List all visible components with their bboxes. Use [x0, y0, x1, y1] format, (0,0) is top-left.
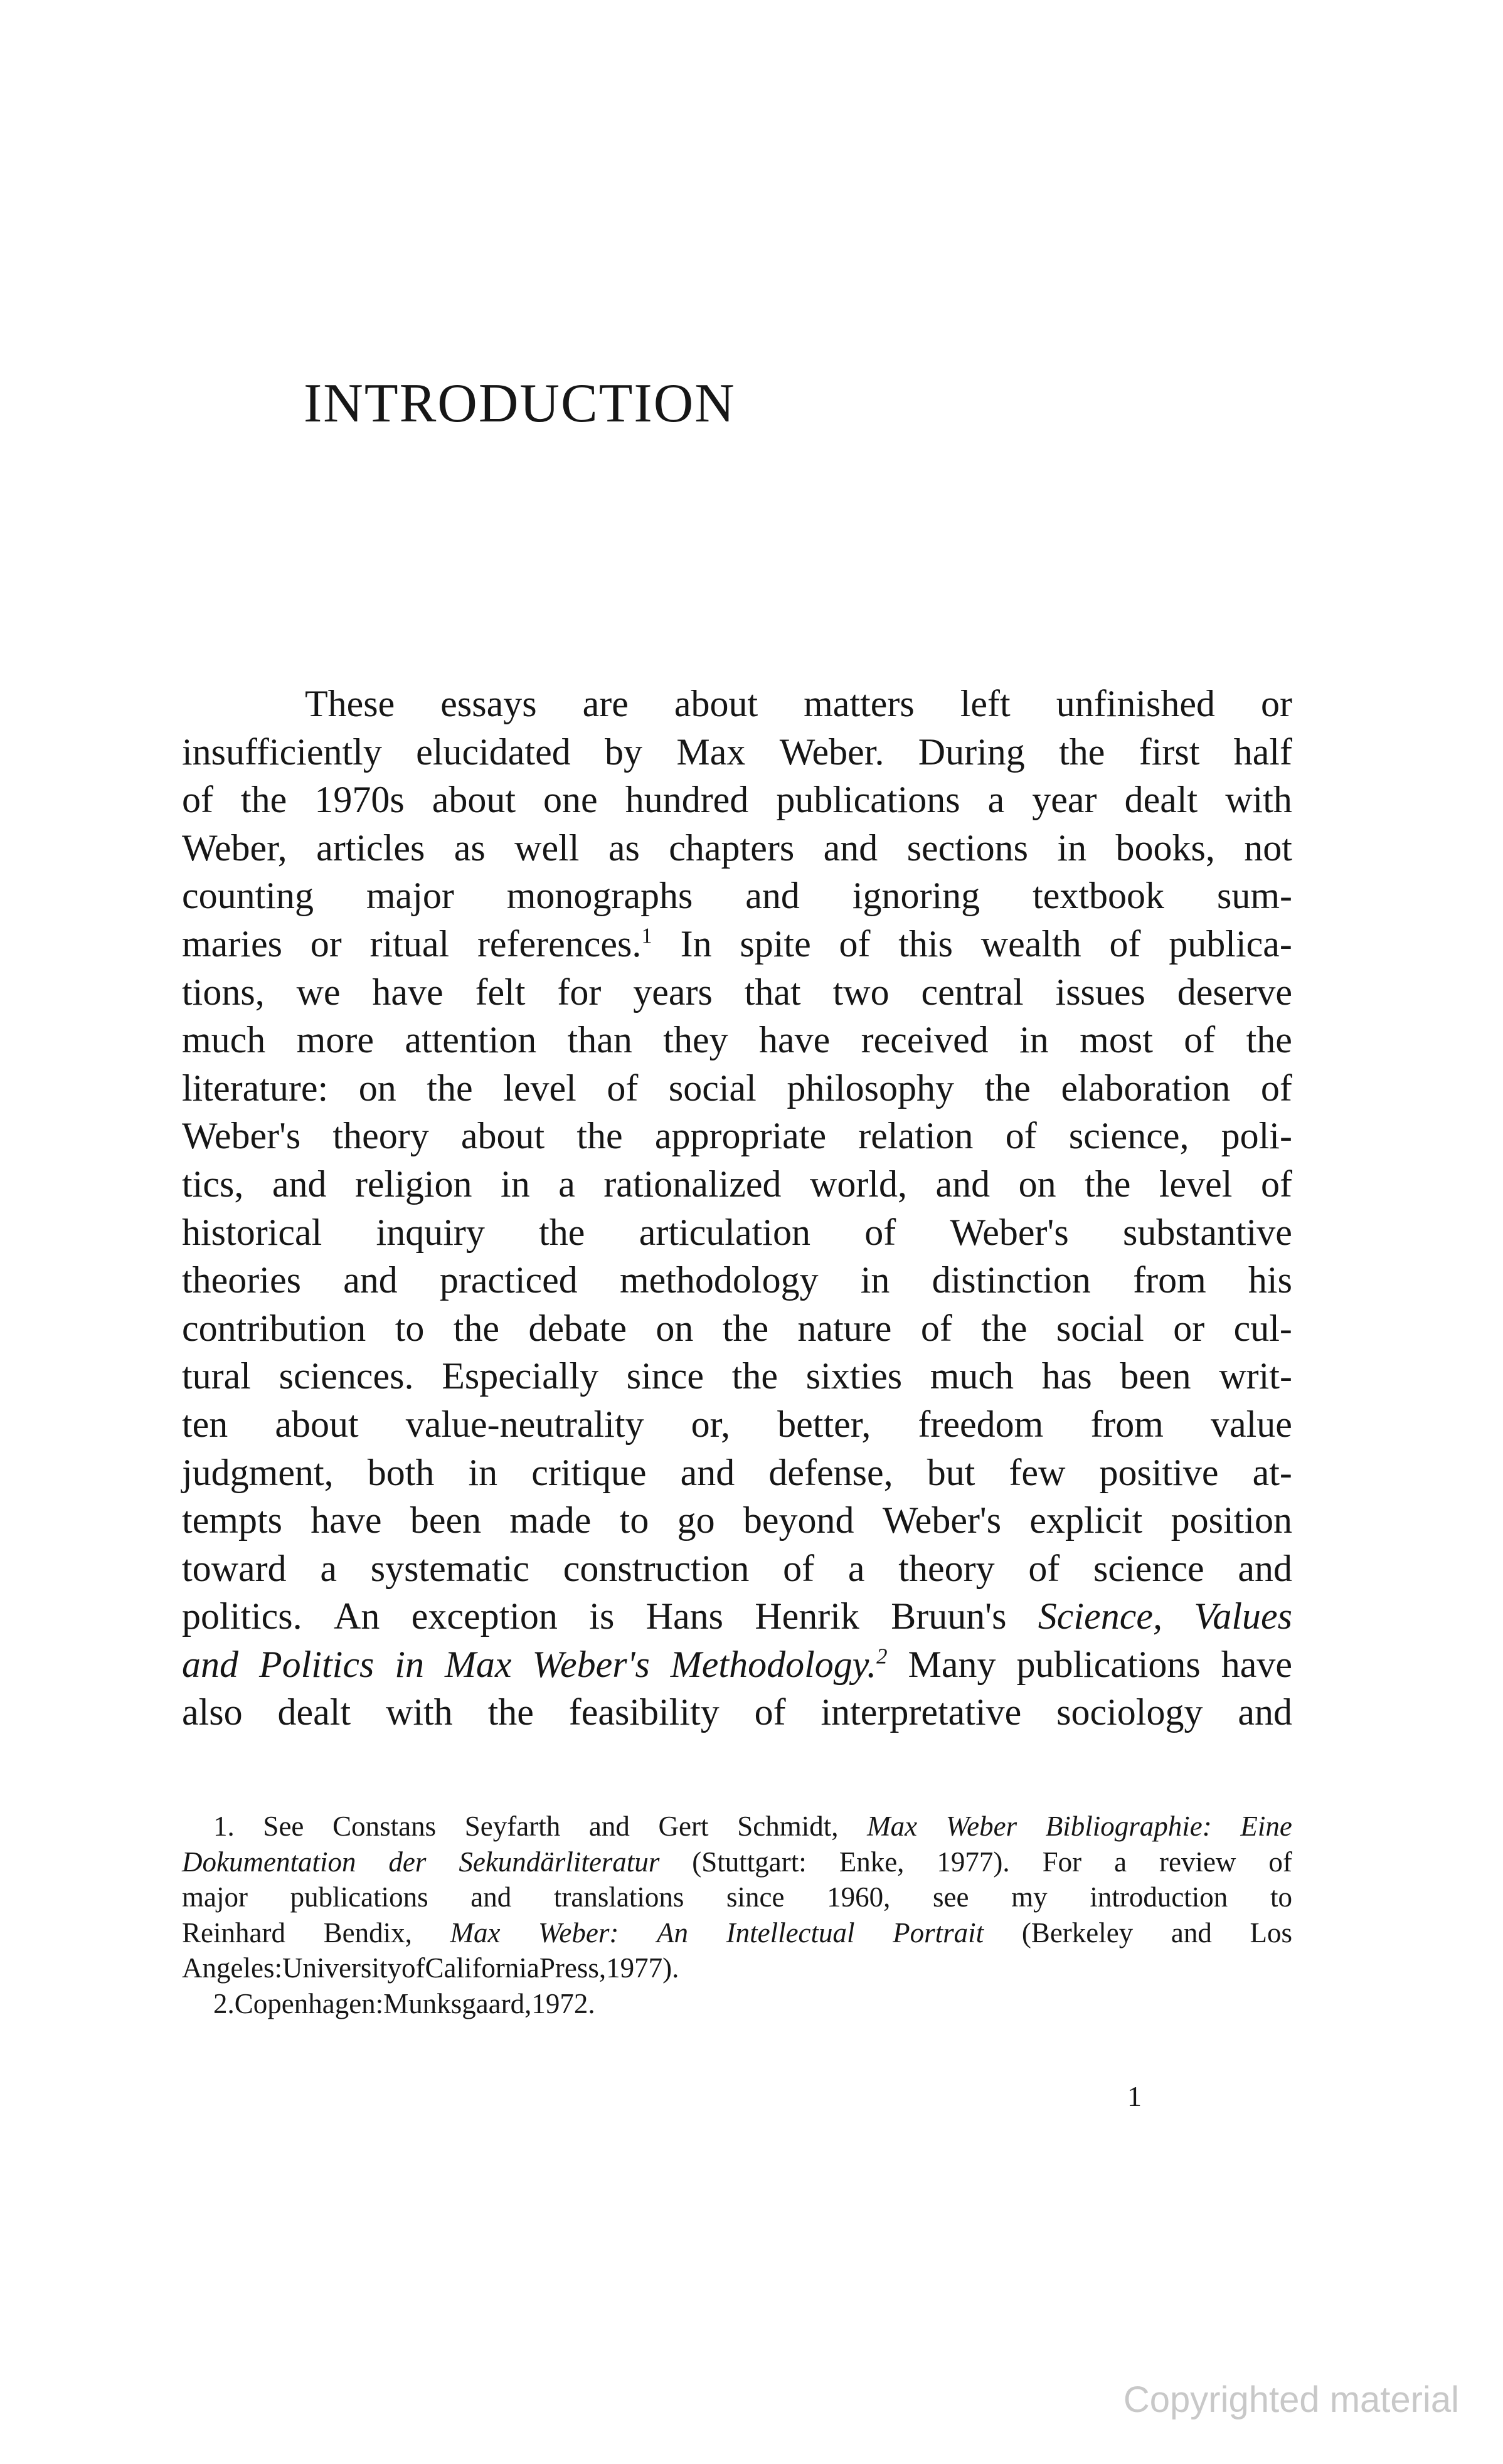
word: and	[823, 827, 878, 869]
text-line	[182, 1352, 1292, 1400]
word: well	[514, 827, 580, 869]
word: tural	[182, 1355, 251, 1397]
word: review	[1159, 1846, 1236, 1878]
word: maries	[182, 923, 282, 965]
word: and	[343, 1259, 398, 1301]
word: Weber's	[882, 1499, 1002, 1541]
footnote-ref: 1	[641, 923, 652, 948]
word: publications	[290, 1881, 428, 1913]
word: from	[1090, 1403, 1164, 1445]
word: poli-	[1221, 1115, 1292, 1157]
word: sciences.	[279, 1355, 414, 1397]
italic-word: Eine	[1240, 1811, 1292, 1842]
word: with	[386, 1691, 453, 1733]
word: tempts	[182, 1499, 282, 1541]
word: of	[182, 779, 213, 821]
word: also	[182, 1691, 243, 1733]
word: attention	[405, 1019, 537, 1061]
word: of	[920, 1307, 952, 1349]
word: issues	[1055, 971, 1145, 1013]
word: These	[305, 683, 395, 724]
word: In	[680, 923, 712, 965]
italic-word: in	[395, 1643, 424, 1685]
word: critique	[531, 1451, 647, 1493]
word: 2.	[213, 1987, 235, 2019]
word: Angeles:	[182, 1952, 282, 1984]
word: of	[839, 923, 871, 965]
word: elaboration	[1061, 1067, 1231, 1109]
word: references.$^1$	[477, 923, 652, 965]
word: are	[582, 683, 629, 724]
word: of	[1268, 1846, 1292, 1878]
word: the	[981, 1307, 1028, 1349]
word: made	[509, 1499, 592, 1541]
word: contribution	[182, 1307, 366, 1349]
word: sociology	[1056, 1691, 1203, 1733]
text-line	[182, 1496, 1292, 1545]
word: in	[501, 1163, 530, 1205]
text-line	[182, 1304, 1292, 1353]
word: feasibility	[568, 1691, 720, 1733]
word: to	[1270, 1881, 1292, 1913]
word: from	[1133, 1259, 1206, 1301]
word: Enke,	[839, 1846, 905, 1878]
word: explicit	[1029, 1499, 1143, 1541]
word: on	[656, 1307, 694, 1349]
word: go	[677, 1499, 715, 1541]
word: and	[1238, 1691, 1292, 1733]
word: judgment,	[182, 1451, 334, 1493]
word: with	[1225, 779, 1292, 821]
text-line	[182, 1449, 1292, 1497]
word: articles	[316, 827, 425, 869]
word: 1960,	[827, 1881, 891, 1913]
word: the	[427, 1067, 473, 1109]
word: better,	[777, 1403, 871, 1445]
word: have	[758, 1019, 831, 1061]
italic-word: Science,	[1038, 1595, 1162, 1637]
word: felt	[475, 971, 526, 1013]
word: Reinhard	[182, 1917, 285, 1948]
word: the	[1246, 1019, 1292, 1061]
italic-word: An	[656, 1917, 688, 1948]
word: publica-	[1169, 923, 1292, 965]
word: ten	[182, 1403, 228, 1445]
word: at-	[1252, 1451, 1292, 1493]
word: left	[960, 683, 1011, 724]
word: major	[182, 1881, 248, 1913]
word: level	[1159, 1163, 1233, 1205]
text-line	[182, 1545, 1292, 1593]
word: publications	[1016, 1643, 1201, 1685]
word: Weber.	[779, 731, 884, 773]
word: exception	[411, 1595, 558, 1637]
word: or	[1261, 683, 1292, 724]
italic-word: Politics	[258, 1643, 374, 1685]
word: 1977).	[606, 1952, 679, 1984]
word: See	[263, 1811, 304, 1842]
word: For	[1042, 1846, 1082, 1878]
word: nature	[797, 1307, 892, 1349]
italic-word: Max	[450, 1917, 501, 1948]
word: in	[468, 1451, 498, 1493]
word: Weber's	[182, 1115, 301, 1157]
word: the	[722, 1307, 769, 1349]
word: value	[1211, 1403, 1292, 1445]
word: writ-	[1219, 1355, 1292, 1397]
word: see	[933, 1881, 969, 1913]
word: his	[1248, 1259, 1292, 1301]
footnotes	[182, 1809, 1292, 2021]
word: historical	[182, 1211, 322, 1253]
word: of	[864, 1211, 896, 1253]
word: as	[608, 827, 640, 869]
word: Especially	[442, 1355, 599, 1397]
word: and	[745, 875, 800, 917]
word: in	[1057, 827, 1087, 869]
text-line	[182, 1112, 1292, 1160]
page-title: INTRODUCTION	[304, 373, 736, 434]
word: theory	[332, 1115, 429, 1157]
footnote-line	[182, 1986, 1292, 2022]
word: tions,	[182, 971, 265, 1013]
word: the	[984, 1067, 1031, 1109]
word: about	[275, 1403, 359, 1445]
word: and	[1171, 1917, 1212, 1948]
word: California	[425, 1952, 539, 1984]
word: central	[921, 971, 1024, 1013]
text-line	[182, 1641, 1292, 1689]
italic-word: Values	[1194, 1595, 1292, 1637]
page-number: 1	[1127, 2080, 1142, 2112]
word: tics,	[182, 1163, 244, 1205]
word: deserve	[1177, 971, 1292, 1013]
text-line	[182, 824, 1292, 872]
word: sixties	[805, 1355, 903, 1397]
word: a	[847, 1547, 865, 1589]
text-line	[182, 728, 1292, 776]
footnote-ref: 2	[876, 1644, 888, 1669]
word: dealt	[277, 1691, 351, 1733]
word: spite	[740, 923, 811, 965]
word: and	[935, 1163, 990, 1205]
word: 1.	[213, 1811, 235, 1842]
word: science,	[1068, 1115, 1189, 1157]
word: they	[663, 1019, 728, 1061]
word: level	[503, 1067, 576, 1109]
word: and	[470, 1881, 512, 1913]
word: construction	[563, 1547, 750, 1589]
word: as	[454, 827, 486, 869]
word: both	[367, 1451, 435, 1493]
word: Henrik	[755, 1595, 859, 1637]
word: publications	[776, 779, 960, 821]
word: about	[674, 683, 758, 724]
word: literature:	[182, 1067, 329, 1109]
footnote-line	[182, 1809, 1292, 1844]
word: beyond	[743, 1499, 854, 1541]
text-line	[182, 1592, 1292, 1641]
word: positive	[1099, 1451, 1219, 1493]
text-line	[182, 776, 1292, 824]
word: but	[927, 1451, 975, 1493]
word: and	[272, 1163, 327, 1205]
footnote-line	[182, 1950, 1292, 1986]
footnote-line	[182, 1915, 1292, 1951]
word: much	[930, 1355, 1014, 1397]
word: by	[605, 731, 643, 773]
italic-word: der	[388, 1846, 427, 1878]
word: the	[1085, 1163, 1131, 1205]
word: the	[487, 1691, 534, 1733]
word: Press,	[539, 1952, 607, 1984]
word: counting	[182, 875, 314, 917]
word: Bruun's	[891, 1595, 1007, 1637]
word: toward	[182, 1547, 287, 1589]
italic-word: Dokumentation	[182, 1846, 356, 1878]
word: Seyfarth	[464, 1811, 561, 1842]
word: or	[310, 923, 342, 965]
word: the	[453, 1307, 500, 1349]
word: on	[358, 1067, 396, 1109]
word: have	[372, 971, 443, 1013]
word: 1972.	[531, 1987, 595, 2019]
word: about	[460, 1115, 545, 1157]
italic-word: Weber:	[538, 1917, 619, 1948]
word: to	[395, 1307, 425, 1349]
text-line	[182, 1016, 1292, 1064]
word: 1977).	[937, 1846, 1010, 1878]
text-line	[182, 680, 1292, 728]
word: and	[588, 1811, 630, 1842]
word: two	[832, 971, 890, 1013]
word: University	[282, 1952, 401, 1984]
word: in	[1019, 1019, 1049, 1061]
word: of	[1028, 1547, 1060, 1589]
word: 1970s	[314, 779, 405, 821]
word: of	[1109, 923, 1141, 965]
word: Schmidt,	[737, 1811, 839, 1842]
word: social	[668, 1067, 757, 1109]
word: philosophy	[787, 1067, 955, 1109]
word: or,	[691, 1403, 731, 1445]
word: Weber,	[182, 827, 287, 869]
word: year	[1032, 779, 1097, 821]
italic-word: Methodology.$^2$	[670, 1643, 888, 1685]
word: politics.	[182, 1595, 302, 1637]
word: defense,	[768, 1451, 893, 1493]
footnote-line	[182, 1880, 1292, 1915]
word: of	[1260, 1067, 1292, 1109]
word: Constans	[332, 1811, 437, 1842]
word: more	[296, 1019, 374, 1061]
italic-word: Weber	[945, 1811, 1017, 1842]
italic-word: and	[182, 1643, 238, 1685]
word: systematic	[370, 1547, 530, 1589]
word: social	[1056, 1307, 1144, 1349]
word: been	[1120, 1355, 1191, 1397]
word: position	[1171, 1499, 1292, 1541]
word: ritual	[369, 923, 450, 965]
italic-word: Intellectual	[726, 1917, 855, 1948]
word: my	[1011, 1881, 1048, 1913]
word: matters	[804, 683, 915, 724]
word: An	[334, 1595, 380, 1637]
word: have	[311, 1499, 382, 1541]
word: introduction	[1090, 1881, 1228, 1913]
word: wealth	[980, 923, 1081, 965]
word: of	[1005, 1115, 1037, 1157]
word: half	[1233, 731, 1292, 773]
text-line	[182, 1208, 1292, 1257]
word: sections	[906, 827, 1028, 869]
word: on	[1018, 1163, 1056, 1205]
word: been	[410, 1499, 482, 1541]
word: not	[1244, 827, 1292, 869]
word: we	[296, 971, 341, 1013]
word: textbook	[1033, 875, 1165, 917]
word: methodology	[619, 1259, 819, 1301]
word: relation	[858, 1115, 974, 1157]
word: a	[320, 1547, 337, 1589]
word: of	[1260, 1163, 1292, 1205]
word: monographs	[506, 875, 693, 917]
word: Weber's	[950, 1211, 1069, 1253]
word: than	[567, 1019, 632, 1061]
word: the	[241, 779, 287, 821]
word: elucidated	[416, 731, 571, 773]
word: have	[1221, 1643, 1292, 1685]
word: much	[182, 1019, 266, 1061]
word: of	[401, 1952, 425, 1984]
word: books,	[1115, 827, 1215, 869]
word: and	[1238, 1547, 1292, 1589]
word: in	[860, 1259, 890, 1301]
italic-word: Max	[444, 1643, 512, 1685]
word: is	[589, 1595, 615, 1637]
word: received	[861, 1019, 989, 1061]
word: inquiry	[376, 1211, 485, 1253]
word: (Stuttgart:	[692, 1846, 807, 1878]
word: Max	[676, 731, 746, 773]
word: science	[1093, 1547, 1204, 1589]
word: or	[1173, 1307, 1205, 1349]
word: ignoring	[852, 875, 980, 917]
word: about	[432, 779, 516, 821]
word: first	[1139, 731, 1200, 773]
word: for	[557, 971, 602, 1013]
word: to	[619, 1499, 649, 1541]
text-line	[182, 920, 1292, 968]
word: a	[987, 779, 1005, 821]
word: cul-	[1233, 1307, 1292, 1349]
text-line	[182, 1256, 1292, 1304]
text-line	[182, 968, 1292, 1017]
word: sum-	[1216, 875, 1292, 917]
copyright-watermark: Copyrighted material	[1123, 2379, 1459, 2420]
word: Copenhagen:	[234, 1987, 384, 2019]
word: (Berkeley	[1021, 1917, 1134, 1948]
italic-word: Weber's	[532, 1643, 650, 1685]
word: articulation	[639, 1211, 810, 1253]
word: Los	[1250, 1917, 1292, 1948]
word: Many	[908, 1643, 996, 1685]
word: theories	[182, 1259, 301, 1301]
word: religion	[354, 1163, 472, 1205]
word: that	[744, 971, 801, 1013]
word: the	[1059, 731, 1105, 773]
word: debate	[528, 1307, 627, 1349]
word: since	[626, 1355, 704, 1397]
word: a	[558, 1163, 575, 1205]
word: since	[726, 1881, 785, 1913]
word: and	[680, 1451, 735, 1493]
word: this	[898, 923, 953, 965]
word: few	[1009, 1451, 1066, 1493]
text-line	[182, 872, 1292, 920]
word: unfinished	[1056, 683, 1216, 724]
word: During	[918, 731, 1025, 773]
italic-word: Max	[867, 1811, 918, 1842]
word: world,	[810, 1163, 907, 1205]
word: essays	[440, 683, 537, 724]
word: distinction	[932, 1259, 1091, 1301]
word: interpretative	[821, 1691, 1022, 1733]
text-line	[182, 1688, 1292, 1737]
footnote-line	[182, 1844, 1292, 1880]
word: appropriate	[654, 1115, 827, 1157]
word: of	[754, 1691, 786, 1733]
word: years	[633, 971, 713, 1013]
text-line	[182, 1400, 1292, 1449]
word: theory	[898, 1547, 995, 1589]
body-text	[182, 680, 1292, 1737]
italic-word: Sekundärliteratur	[459, 1846, 660, 1878]
word: the	[731, 1355, 778, 1397]
italic-word: Portrait	[893, 1917, 984, 1948]
word: the	[576, 1115, 623, 1157]
text-line	[182, 1064, 1292, 1113]
word: Hans	[645, 1595, 723, 1637]
word: Bendix,	[323, 1917, 412, 1948]
word: has	[1041, 1355, 1092, 1397]
word: Munksgaard,	[383, 1987, 532, 2019]
word: major	[366, 875, 454, 917]
word: of	[783, 1547, 815, 1589]
text-line	[182, 1160, 1292, 1208]
word: the	[539, 1211, 585, 1253]
word: insufficiently	[182, 731, 382, 773]
word: one	[543, 779, 598, 821]
word: most	[1080, 1019, 1153, 1061]
word: dealt	[1124, 779, 1198, 821]
word: Gert	[658, 1811, 709, 1842]
word: value-neutrality	[405, 1403, 644, 1445]
word: freedom	[918, 1403, 1044, 1445]
word: rationalized	[603, 1163, 782, 1205]
word: a	[1114, 1846, 1127, 1878]
word: of	[1184, 1019, 1216, 1061]
italic-word: Bibliographie:	[1045, 1811, 1212, 1842]
word: hundred	[625, 779, 749, 821]
word: of	[607, 1067, 639, 1109]
word: chapters	[669, 827, 795, 869]
word: substantive	[1122, 1211, 1292, 1253]
word: translations	[553, 1881, 684, 1913]
word: practiced	[439, 1259, 578, 1301]
